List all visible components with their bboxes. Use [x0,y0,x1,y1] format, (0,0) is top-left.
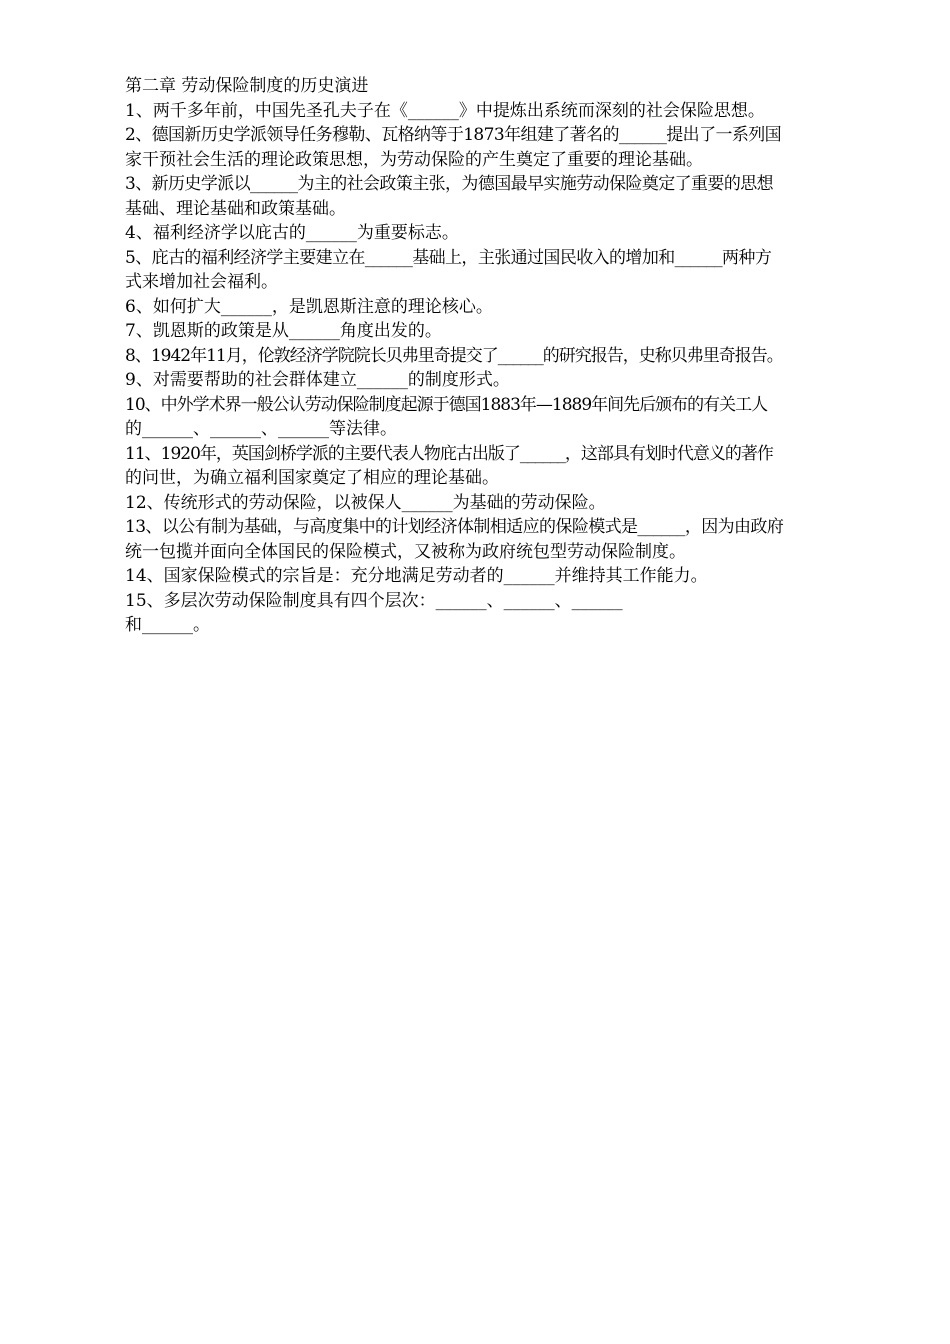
question-14: 14、国家保险模式的宗旨是：充分地满足劳动者的______并维持其工作能力。 [125,566,708,586]
question-15-line-2: 和______。 [125,615,210,635]
chapter-title: 第二章 劳动保险制度的历史演进 [125,76,369,96]
question-6: 6、如何扩大______，是凯恩斯注意的理论核心。 [125,296,493,317]
question-11-line-1: 11、1920年，英国剑桥学派的主要代表人物庇古出版了______，这部具有划时代意义的著作 [125,443,773,464]
question-2-line-1: 2、德国新历史学派领导任务穆勒、瓦格纳等于1873年组建了著名的______提出了一系列国 [125,125,782,145]
question-13-line-2: 统一包揽并面向全体国民的保险模式，又被称为政府统包型劳动保险制度。 [125,541,686,562]
question-9: 9、对需要帮助的社会群体建立______的制度形式。 [125,370,510,390]
question-15-line-1: 15、多层次劳动保险制度具有四个层次：______、______、______ [125,590,623,611]
question-12: 12、传统形式的劳动保险，以被保人______为基础的劳动保险。 [125,492,606,513]
question-2-line-2: 家干预社会生活的理论政策思想，为劳动保险的产生奠定了重要的理论基础。 [125,149,703,170]
question-10-line-2: 的______、______、______等法律。 [125,419,397,439]
question-3-line-1: 3、新历史学派以______为主的社会政策主张，为德国最早实施劳动保险奠定了重要的思想 [125,174,774,194]
question-1: 1、两千多年前，中国先圣孔夫子在《______》中提炼出系统而深刻的社会保险思想。 [125,100,765,121]
question-3-line-2: 基础、理论基础和政策基础。 [125,198,346,219]
question-8: 8、1942年11月，伦敦经济学院院长贝弗里奇提交了______的研究报告，史称贝弗里奇报告。 [125,345,783,366]
document-body [125,74,895,638]
question-10-line-1: 10、中外学术界一般公认劳动保险制度起源于德国1883年—1889年间先后颁布的有关工人 [125,394,768,415]
question-5-line-2: 式来增加社会福利。 [125,272,278,292]
question-4: 4、福利经济学以庇古的______为重要标志。 [125,223,459,243]
question-5-line-1: 5、庇古的福利经济学主要建立在______基础上，主张通过国民收入的增加和______两种方 [125,247,772,268]
question-7: 7、凯恩斯的政策是从______角度出发的。 [125,321,442,341]
question-13-line-1: 13、以公有制为基础，与高度集中的计划经济体制相适应的保险模式是______，因为由政府 [125,517,784,537]
question-11-line-2: 的问世，为确立福利国家奠定了相应的理论基础。 [125,468,499,488]
